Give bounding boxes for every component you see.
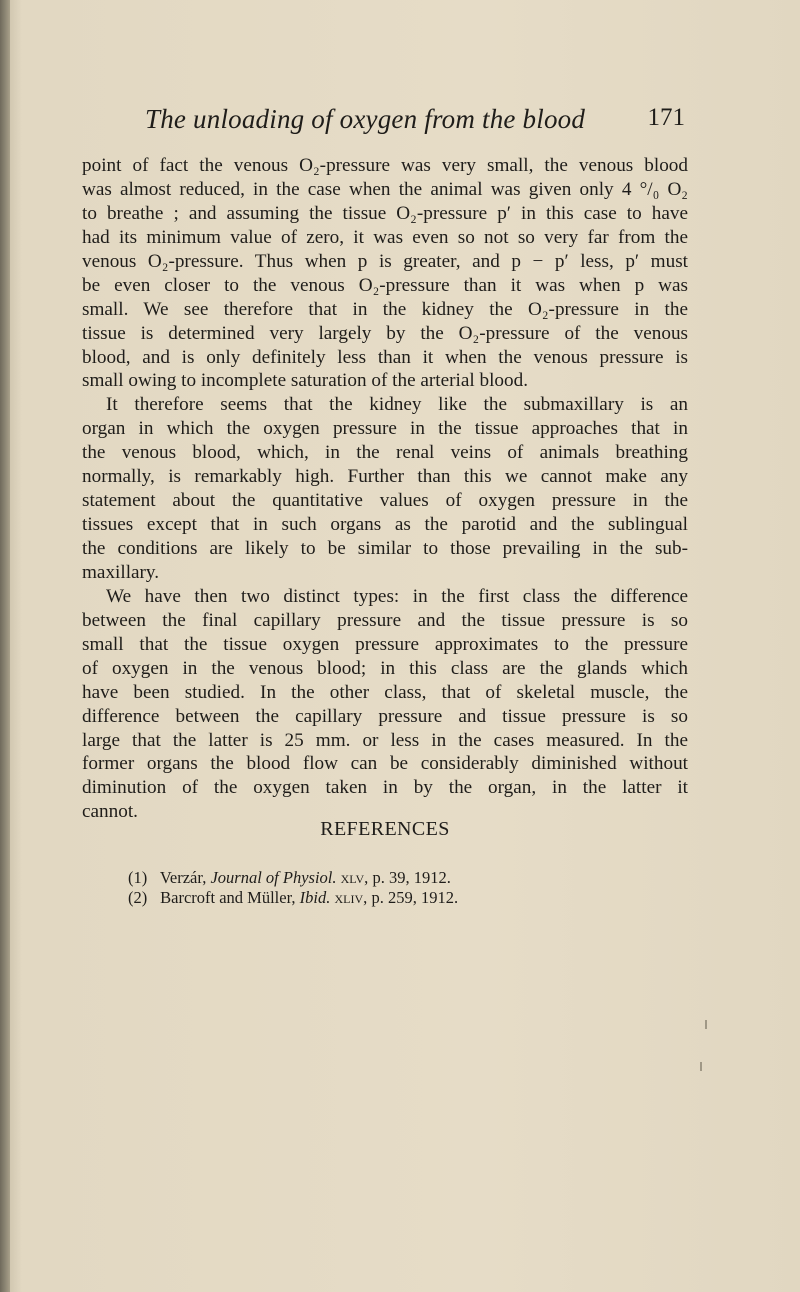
text-line: between the final capillary pressure and the tissue pressure is so — [82, 609, 688, 631]
reference-author: Verzár, — [159, 868, 207, 887]
reference-author: Barcroft and Müller, — [160, 888, 296, 907]
text-line: tissue is determined very largely by the O₂-pressure of the venous — [82, 322, 688, 344]
page-spine-shadow — [0, 0, 10, 1292]
reference-volume: xliv, — [334, 888, 368, 907]
print-speck — [705, 1020, 707, 1029]
text-line: tissues except that in such organs as the parotid and the sublingual — [82, 514, 688, 536]
text-line: point of fact the venous O₂-pressure was very small, the venous blood — [82, 155, 688, 176]
text-line: maxillary. — [82, 561, 160, 583]
text-line: cannot. — [82, 801, 138, 823]
text-line: blood, and is only definitely less than it when the venous pressure is — [82, 346, 688, 368]
text-line: It therefore seems that the kidney like the submaxillary is an — [106, 394, 688, 416]
text-line: former organs the blood flow can be considerably diminished without — [82, 753, 688, 775]
text-line: the venous blood, which, in the renal veins of animals breathing — [82, 442, 688, 464]
print-speck — [700, 1062, 702, 1071]
text-line: We have then two distinct types: in the first class the difference — [106, 585, 688, 607]
text-line: the conditions are likely to be similar to those prevailing in the sub- — [82, 538, 688, 559]
text-line: organ in which the oxygen pressure in the tissue approaches that in — [82, 418, 688, 440]
body-text — [82, 154, 688, 824]
page-number: 171 — [647, 104, 685, 131]
reference-volume: xlv, — [340, 868, 369, 887]
text-line: to breathe ; and assuming the tissue O₂-pressure p′ in this case to have — [82, 202, 688, 224]
running-header — [145, 104, 685, 144]
text-line: venous O₂-pressure. Thus when p is greater, and p − p′ less, p′ must — [82, 250, 688, 272]
reference-journal: Ibid. — [299, 888, 331, 907]
reference-item — [128, 868, 688, 888]
reference-item — [128, 888, 688, 908]
reference-number: (2) — [128, 888, 148, 907]
text-line: large that the latter is 25 mm. or less in the cases measured. In the — [82, 729, 688, 751]
text-line: be even closer to the venous O₂-pressure than it was when p was — [82, 274, 688, 296]
reference-details: p. 39, 1912. — [372, 868, 451, 887]
running-title: The unloading of oxygen from the blood — [145, 104, 586, 134]
text-line: have been studied. In the other class, that of skeletal muscle, the — [82, 681, 688, 703]
text-line: small owing to incomplete saturation of the arterial blood. — [82, 370, 528, 392]
text-line: diminution of the oxygen taken in by the organ, in the latter it — [82, 777, 688, 799]
references-heading: REFERENCES — [320, 818, 450, 840]
reference-journal: Journal of Physiol. — [210, 868, 337, 887]
reference-details: p. 259, 1912. — [371, 888, 459, 907]
text-line: normally, is remarkably high. Further than this we cannot make any — [82, 466, 688, 488]
text-line: small. We see therefore that in the kidney the O₂-pressure in the — [82, 298, 688, 320]
text-line: difference between the capillary pressure and tissue pressure is so — [82, 705, 688, 727]
reference-number: (1) — [128, 868, 148, 887]
text-line: was almost reduced, in the case when the animal was given only 4 °/₀ O₂ — [82, 178, 688, 200]
text-line: of oxygen in the venous blood; in this class are the glands which — [82, 657, 688, 679]
text-line: statement about the quantitative values of oxygen pressure in the — [82, 490, 688, 512]
references-list — [128, 868, 688, 908]
text-line: had its minimum value of zero, it was even so not so very far from the — [82, 226, 688, 248]
text-line: small that the tissue oxygen pressure approximates to the pressure — [82, 633, 688, 655]
